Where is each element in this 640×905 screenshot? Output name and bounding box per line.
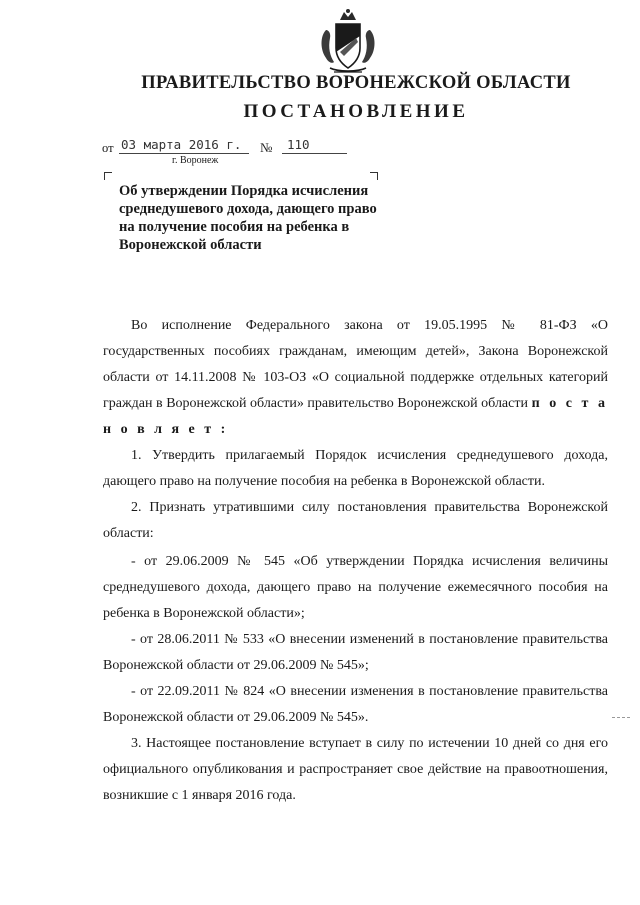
number-sign: № — [260, 140, 273, 155]
scan-edge-mark — [612, 717, 630, 718]
document-meta — [100, 137, 360, 157]
coat-of-arms-icon — [316, 8, 380, 76]
preamble-text: Во исполнение Федерального закона от 19.05.1995 № 81-ФЗ «О государственных пособиях гражданам, имеющим детей», Закона Воронежской области от 14.11.2008 № 103-ОЗ «О социальной поддержке отдельных категорий граждан в Воронежской области» правительство Воронежской области — [103, 318, 608, 411]
item-3: 3. Настоящее постановление вступает в силу по истечении 10 дней со дня его официального опубликования и распространяет свое действие на правоотношения, возникшие с 1 января 2016 года. — [103, 736, 608, 803]
item-1: 1. Утвердить прилагаемый Порядок исчисления среднедушевого дохода, дающего право на получение пособия на ребенка в Воронежской области. — [103, 448, 608, 489]
item-2-b: - от 28.06.2011 № 533 «О внесении изменений в постановление правительства Воронежской области от 29.06.2009 № 545»; — [103, 632, 608, 673]
document-number: 110 — [282, 137, 347, 154]
resolves-word: п о с т а н о в л я е т : — [103, 396, 609, 437]
preamble-paragraph — [103, 313, 608, 443]
date-prefix: от — [102, 141, 114, 155]
city-label: г. Воронеж — [172, 155, 219, 166]
document-body — [103, 313, 608, 809]
document-subject: Об утверждении Порядка исчисления среднедушевого дохода, дающего право на получение пособия на ребенка в Воронежской области — [119, 183, 377, 253]
document-date: 03 марта 2016 г. — [119, 137, 249, 154]
item-2: 2. Признать утратившими силу постановления правительства Воронежской области: — [103, 500, 608, 541]
subject-bracket-left — [104, 172, 112, 180]
subject-bracket-right — [370, 172, 378, 180]
item-2-c: - от 22.09.2011 № 824 «О внесении изменения в постановление правительства Воронежской области от 29.06.2009 № 545». — [103, 684, 608, 725]
document-type: ПОСТАНОВЛЕНИЕ — [243, 101, 469, 122]
government-title: ПРАВИТЕЛЬСТВО ВОРОНЕЖСКОЙ ОБЛАСТИ — [141, 73, 571, 93]
item-2-a: - от 29.06.2009 № 545 «Об утверждении Порядка исчисления величины среднедушевого дохода, дающего право на получение ежемесячного пособия на ребенка в Воронежской области»; — [103, 554, 608, 621]
